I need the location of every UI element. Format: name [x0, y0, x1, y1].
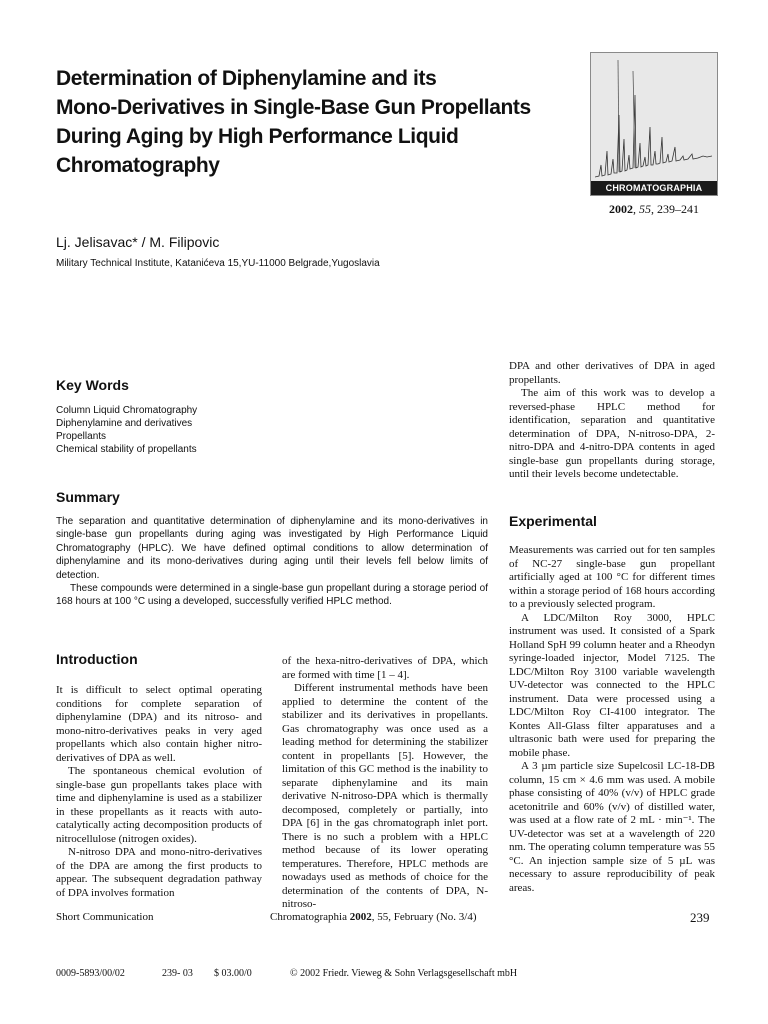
- introduction-column-2: [282, 655, 488, 912]
- citation-pages: , 239–241: [651, 202, 699, 216]
- citation: 2002, 55, 239–241: [609, 202, 699, 216]
- body-paragraph: DPA and other derivatives of DPA in aged propellants.: [509, 360, 715, 386]
- copyright: © 2002 Friedr. Vieweg & Sohn Verlagsgesellschaft mbH: [290, 968, 518, 979]
- citation-year: 2002: [609, 202, 633, 216]
- body-paragraph: A LDC/Milton Roy 3000, HPLC instrument was used. It consisted of a Spark Holland SpH 99 column heater and a Rheodyn syringe-loaded injector, Model 7125. The LDC/Milton Roy 3100 variable wavelength UV-detector was connected to the HPLC instrument. Data were processed using a LDC/Milton Roy CI-4100 integrator. The Kontes All-Glass filter apparatuses and a ultrasonic bath were used for preparing the mobile phase.: [509, 611, 715, 759]
- introduction-heading: Introduction: [56, 651, 138, 667]
- summary-paragraph: The separation and quantitative determination of diphenylamine and its mono-derivatives in single-base gun propellants during aging was investigated by High Performance Liquid Chromatography (HPLC). We have defined optimal conditions to allow determination of diphenylamine and its mono-derivatives during aging until their levels fell below limits of detection.: [56, 516, 488, 581]
- journal-reference: [270, 911, 477, 923]
- introduction-column-1: [56, 684, 262, 900]
- body-paragraph: The spontaneous chemical evolution of single-base gun propellants takes place with time and diphenylamine is used as a stabilizer in these propellants as it reacts with auto-catalytically acting decomposition products of nitrocellulose (nitrogen oxides).: [56, 765, 262, 845]
- journal-logo: [590, 52, 718, 196]
- page-range: 239- 03: [162, 968, 193, 979]
- title-line: Chromatography: [56, 154, 220, 177]
- keyword-item: Propellants: [56, 431, 107, 442]
- keyword-item: Chemical stability of propellants: [56, 444, 197, 455]
- journal-name: Chromatographia: [270, 911, 350, 923]
- journal-issue: , 55, February (No. 3/4): [371, 911, 477, 923]
- body-paragraph: It is difficult to select optimal operating conditions for complete separation of diphenylamine (DPA) and its nitroso- and mono-nitro-derivatives peaks in very aged propellants which also contain higher nitro-derivatives of DPA as well.: [56, 684, 262, 764]
- keyword-item: Column Liquid Chromatography: [56, 405, 198, 416]
- article-title: [56, 64, 566, 180]
- keywords-list: [56, 404, 197, 456]
- title-line: Mono-Derivatives in Single-Base Gun Propellants: [56, 96, 531, 119]
- experimental-text: [509, 544, 715, 895]
- affiliation: Military Technical Institute, Katanićeva 15,YU-11000 Belgrade,Yugoslavia: [56, 258, 380, 269]
- authors: Lj. Jelisavac* / M. Filipovic: [56, 234, 220, 250]
- citation-volume: 55: [639, 202, 651, 216]
- title-line: During Aging by High Performance Liquid: [56, 125, 459, 148]
- body-paragraph: A 3 µm particle size Supelcosil LC-18-DB column, 15 cm × 4.6 mm was used. A mobile phase consisting of 40% (v/v) of HPLC grade acetonitrile and 60% (v/v) of distilled water, was used at a flow rate of 2 mL · min⁻¹. The UV-detector was set at a wavelength of 220 nm. The operating column temperature was 55 °C. An injection sample size of 5 µL was necessary to assure reproducibility of peak areas.: [509, 760, 715, 894]
- summary-text: [56, 515, 488, 609]
- body-paragraph: The aim of this work was to develop a reversed-phase HPLC method for identification, separation and quantitative determination of DPA, N-nitroso-DPA, 2-nitro-DPA and 4-nitro-DPA contents in aged single-base gun propellants during storage, until their levels become undetectable.: [509, 387, 715, 480]
- body-paragraph: Measurements was carried out for ten samples of NC-27 single-base gun propellant artificially aged at 100 °C for different times within a storage period of 168 hours according to a previously selected program.: [509, 544, 715, 610]
- summary-heading: Summary: [56, 489, 120, 505]
- article-type: Short Communication: [56, 911, 154, 923]
- title-line: Determination of Diphenylamine and its: [56, 67, 437, 90]
- logo-band: CHROMATOGRAPHIA: [591, 181, 717, 195]
- keyword-item: Diphenylamine and derivatives: [56, 418, 193, 429]
- body-paragraph: Different instrumental methods have been applied to determine the content of the stabilizer and its derivatives in propellants. Gas chromatography was once used as a leading method for determining the stabilizer content in propellants [5]. However, the limitation of this GC method is the inability to separate diphenylamine and its main derivative N-nitroso-DPA which is thermally decomposed, completely or partially, into DPA [6] in the gas chromatograph inlet port. There is no such a problem with a HPLC method because of its lower operating temperatures. Therefore, HPLC methods are nowadays used as methods of choice for the determination of the contents of DPA, N-nitroso-: [282, 682, 488, 910]
- body-paragraph: N-nitroso DPA and mono-nitro-derivatives of the DPA are among the first products to appear. The subsequent degradation pathway of DPA involves formation: [56, 846, 262, 899]
- page-number: 239: [690, 910, 710, 925]
- chromatogram-logo-icon: [595, 55, 713, 179]
- journal-year: 2002: [349, 911, 372, 923]
- summary-paragraph: These compounds were determined in a single-base gun propellant during a storage period of 168 hours at 100 °C using a developed, successfully verified HPLC method.: [56, 583, 488, 608]
- issn: 0009-5893/00/02: [56, 968, 125, 979]
- price: $ 03.00/0: [214, 968, 252, 979]
- experimental-heading: Experimental: [509, 513, 597, 529]
- body-paragraph: of the hexa-nitro-derivatives of DPA, which are formed with time [1 – 4].: [282, 655, 488, 681]
- keywords-heading: Key Words: [56, 377, 129, 393]
- introduction-column-3: [509, 360, 715, 482]
